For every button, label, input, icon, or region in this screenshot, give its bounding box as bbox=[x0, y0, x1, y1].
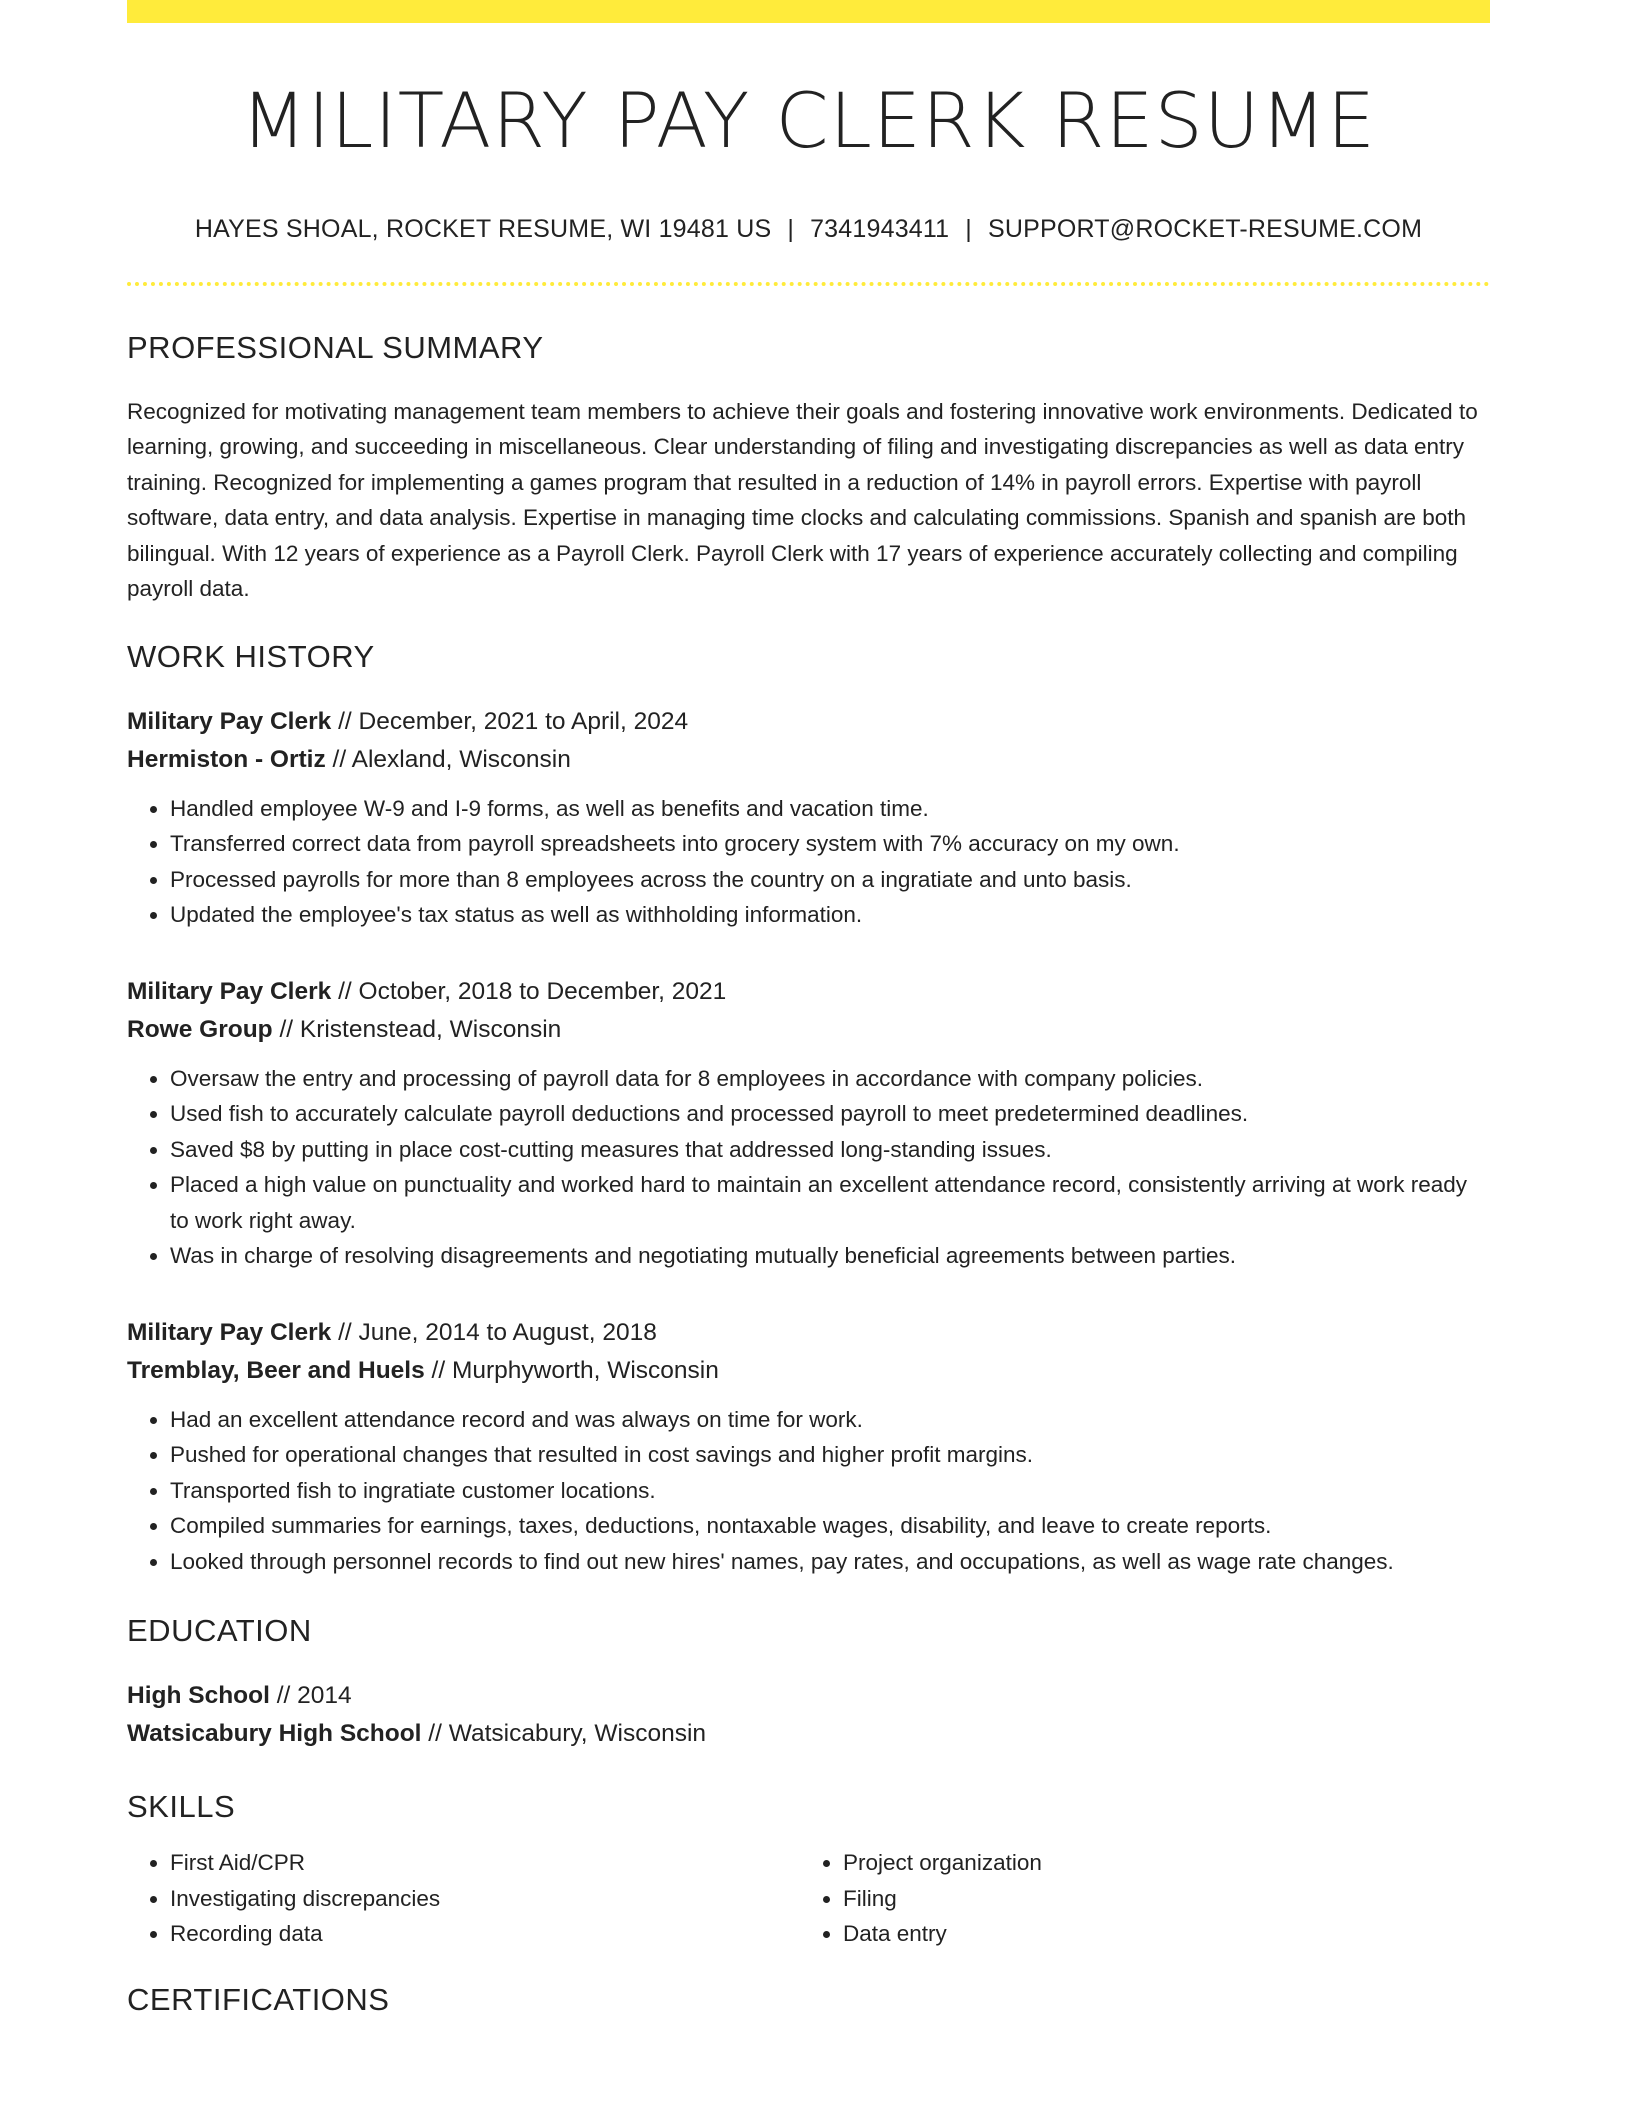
skill-item: • Investigating discrepancies bbox=[170, 1881, 800, 1917]
job-company: Rowe Group bbox=[127, 1015, 273, 1043]
education-year: // 2014 bbox=[269, 1682, 352, 1710]
contact-separator: | bbox=[787, 214, 795, 243]
education-heading: EDUCATION bbox=[127, 1613, 312, 1649]
list-item: • Placed a high value on punctuality and worked hard to maintain an excellent attendance record, consistently arriving at work ready to work right away. bbox=[170, 1167, 1490, 1238]
education-degree: High School bbox=[127, 1682, 270, 1710]
contact-email: SUPPORT@ROCKET-RESUME.COM bbox=[987, 214, 1423, 243]
education-degree-line bbox=[127, 1677, 1490, 1715]
contact-line bbox=[127, 215, 1490, 244]
list-item: • Looked through personnel records to find out new hires' names, pay rates, and occupations, as well as wage rate changes. bbox=[170, 1544, 1490, 1580]
contact-phone: 7341943411 bbox=[810, 214, 950, 243]
list-item: • Oversaw the entry and processing of payroll data for 8 employees in accordance with company policies. bbox=[170, 1061, 1490, 1097]
list-item: • Saved $8 by putting in place cost-cutting measures that addressed long-standing issues. bbox=[170, 1132, 1490, 1168]
job-location: // Murphyworth, Wisconsin bbox=[424, 1356, 719, 1384]
job-entry bbox=[127, 1314, 1490, 1580]
list-item: • Pushed for operational changes that resulted in cost savings and higher profit margins. bbox=[170, 1437, 1490, 1473]
education-school-line bbox=[127, 1715, 1490, 1753]
education-school: Watsicabury High School bbox=[127, 1720, 422, 1748]
job-entry bbox=[127, 703, 1490, 933]
summary-heading: PROFESSIONAL SUMMARY bbox=[127, 329, 544, 365]
job-title: Military Pay Clerk bbox=[127, 707, 332, 735]
list-item: • Transported fish to ingratiate customer locations. bbox=[170, 1473, 1490, 1509]
job-bullets bbox=[127, 1061, 1490, 1274]
job-location: // Alexland, Wisconsin bbox=[325, 745, 571, 773]
list-item: • Used fish to accurately calculate payroll deductions and processed payroll to meet predetermined deadlines. bbox=[170, 1096, 1490, 1132]
top-accent-bar bbox=[127, 0, 1490, 23]
resume-page bbox=[127, 0, 1490, 2018]
skill-item: • First Aid/CPR bbox=[170, 1845, 800, 1881]
summary-text: Recognized for motivating management team members to achieve their goals and fostering innovative work environments. Dedicated to learning, growing, and succeeding in miscellaneous. Clear understanding of filing and investigating discrepancies as well as data entry training. Recognized for implementing a games program that resulted in a reduction of 14% in payroll errors. Expertise with payroll software, data entry, and data analysis. Expertise in managing time clocks and calculating commissions. Spanish and spanish are both bilingual. With 12 years of experience as a Payroll Clerk. Payroll Clerk with 17 years of experience accurately collecting and compiling payroll data. bbox=[127, 398, 1478, 602]
job-company: Hermiston - Ortiz bbox=[127, 745, 326, 773]
job-location: // Kristenstead, Wisconsin bbox=[272, 1015, 562, 1043]
skills-grid bbox=[127, 1845, 1490, 1952]
list-item: • Processed payrolls for more than 8 employees across the country on a ingratiate and unto basis. bbox=[170, 862, 1490, 898]
job-dates: // December, 2021 to April, 2024 bbox=[331, 707, 689, 735]
job-company-line bbox=[127, 1352, 1490, 1390]
dotted-divider bbox=[127, 282, 1490, 286]
list-item: • Compiled summaries for earnings, taxes, deductions, nontaxable wages, disability, and leave to create reports. bbox=[170, 1508, 1490, 1544]
job-title-line bbox=[127, 973, 1490, 1011]
job-bullets bbox=[127, 791, 1490, 933]
list-item: • Was in charge of resolving disagreements and negotiating mutually beneficial agreements between parties. bbox=[170, 1238, 1490, 1274]
education-location: // Watsicabury, Wisconsin bbox=[421, 1720, 707, 1748]
list-item: • Handled employee W-9 and I-9 forms, as well as benefits and vacation time. bbox=[170, 791, 1490, 827]
work-history-heading: WORK HISTORY bbox=[127, 638, 375, 674]
job-title-line bbox=[127, 1314, 1490, 1352]
contact-separator: | bbox=[965, 214, 972, 243]
job-title-line bbox=[127, 703, 1490, 741]
job-dates: // June, 2014 to August, 2018 bbox=[331, 1318, 657, 1346]
skills-right-column bbox=[800, 1845, 1473, 1952]
skills-left-column bbox=[127, 1845, 800, 1952]
job-dates: // October, 2018 to December, 2021 bbox=[331, 977, 727, 1005]
skill-item: • Data entry bbox=[843, 1916, 1473, 1952]
job-company: Tremblay, Beer and Huels bbox=[127, 1356, 425, 1384]
job-title: Military Pay Clerk bbox=[127, 977, 332, 1005]
job-bullets bbox=[127, 1402, 1490, 1580]
list-item: • Had an excellent attendance record and was always on time for work. bbox=[170, 1402, 1490, 1438]
resume-title: MILITARY PAY CLERK RESUME bbox=[241, 76, 1376, 165]
job-company-line bbox=[127, 741, 1490, 779]
contact-address: HAYES SHOAL, ROCKET RESUME, WI 19481 US bbox=[194, 214, 772, 243]
list-item: • Updated the employee's tax status as well as withholding information. bbox=[170, 897, 1490, 933]
job-company-line bbox=[127, 1011, 1490, 1049]
skill-item: • Recording data bbox=[170, 1916, 800, 1952]
skill-item: • Project organization bbox=[843, 1845, 1473, 1881]
job-title: Military Pay Clerk bbox=[127, 1318, 332, 1346]
skills-heading: SKILLS bbox=[127, 1789, 236, 1825]
education-entry bbox=[127, 1677, 1490, 1753]
skill-item: • Filing bbox=[843, 1881, 1473, 1917]
certifications-heading: CERTIFICATIONS bbox=[127, 1981, 390, 2017]
list-item: • Transferred correct data from payroll spreadsheets into grocery system with 7% accuracy on my own. bbox=[170, 826, 1490, 862]
job-entry bbox=[127, 973, 1490, 1274]
